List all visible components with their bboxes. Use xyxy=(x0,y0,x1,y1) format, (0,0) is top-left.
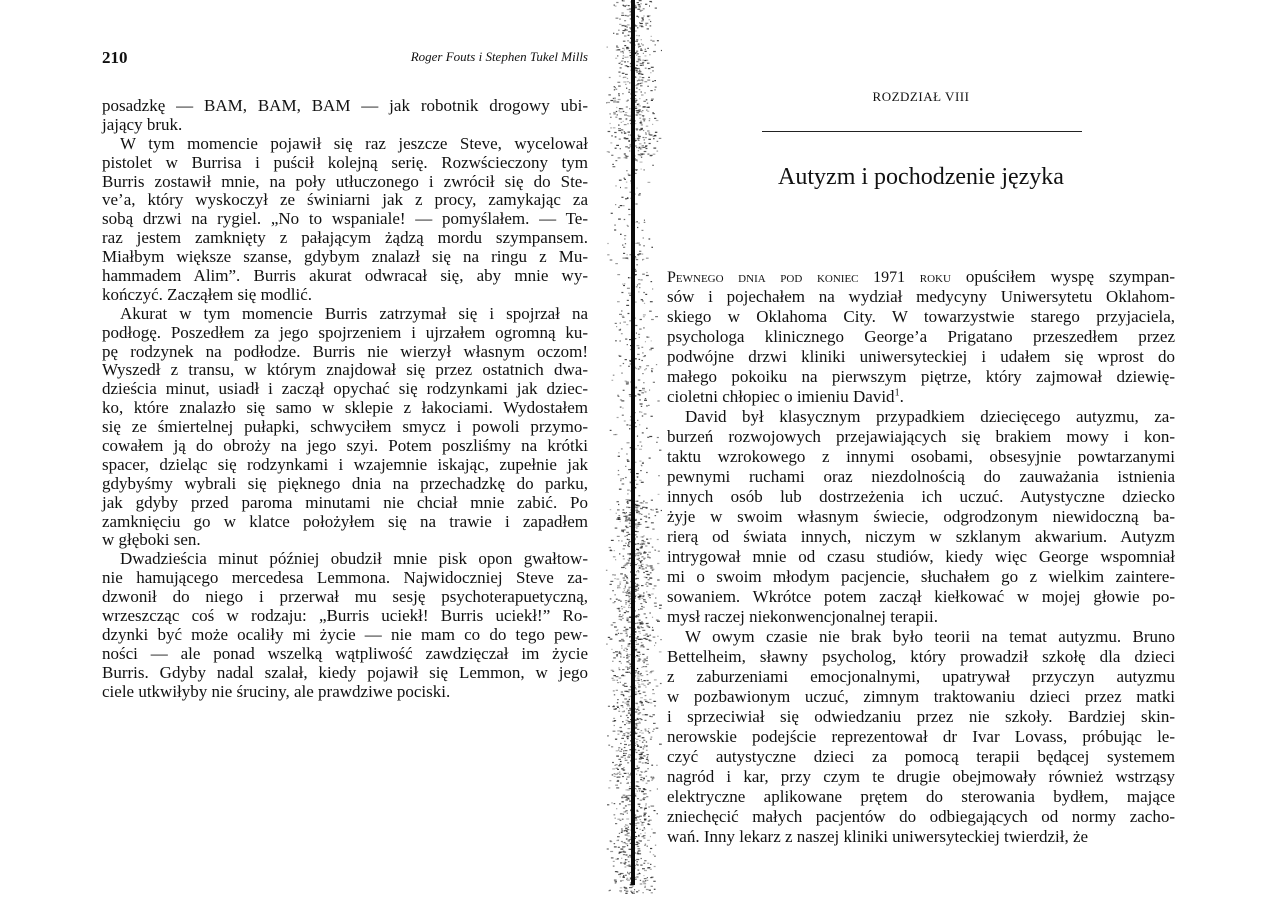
text-line xyxy=(102,97,588,116)
left-page xyxy=(102,40,588,701)
text-line xyxy=(102,380,588,399)
text-line xyxy=(667,667,1175,687)
line-text: Miałbym większe szanse, gdybym znalazł się na ringu z Mu- xyxy=(102,247,588,267)
line-text: dzieścia minut, usiadł i zaczął opychać się rodzynkami jak dziec- xyxy=(102,379,588,399)
line-text: mysł raczej niekonwencjonalnej terapii. xyxy=(667,607,938,626)
line-text: David był klasycznym przypadkiem dziecięcego autyzmu, za- xyxy=(685,407,1175,426)
gutter-fold-line xyxy=(631,0,635,885)
line-text: podwójne drzwi kliniki uniwersyteckiej i udałem się wprost do xyxy=(667,347,1175,366)
line-text: intrygował mnie od czasu studiów, kiedy więc George wspomniał xyxy=(667,547,1175,566)
paragraph xyxy=(667,267,1175,407)
paragraph xyxy=(102,305,588,551)
line-text: nerowskie podejście reprezentował dr Ivar Lovass, próbując le- xyxy=(667,727,1175,746)
line-text: sowaniem. Wkrótce potem zaczął kiełkować w mojej głowie po- xyxy=(667,587,1175,606)
line-text: czyć autystyczne dzieci za pomocą terapii będącej systemem xyxy=(667,747,1175,766)
line-text: sów i pojechałem na wydział medycyny Uniwersytetu Oklahom- xyxy=(667,287,1175,306)
text-line xyxy=(102,437,588,456)
line-text: zamknięciu go w klatce położyłem się na trawie i zapadłem xyxy=(102,511,588,531)
running-head xyxy=(102,40,588,70)
line-text: się ze śmiertelnej pułapki, schwyciłem smycz i powoli przymo- xyxy=(102,417,588,437)
text-line xyxy=(667,627,1175,647)
text-line xyxy=(667,527,1175,547)
text-line xyxy=(667,447,1175,467)
line-text: zniechęcić małych pacjentów do odbiegających od normy zacho- xyxy=(667,807,1175,826)
line-text: spacer, dzieląc się rodzynkami i wzajemnie iskając, zupełnie jak xyxy=(102,454,588,474)
text-line xyxy=(667,767,1175,787)
line-text: dzynki być może ocaliły mi życie — nie mam co do tego pew- xyxy=(102,624,588,644)
text-line xyxy=(667,467,1175,487)
chapter-rule xyxy=(762,131,1082,132)
text-line xyxy=(102,191,588,210)
line-text: wań. Inny lekarz z naszej kliniki uniwersyteckiej twierdził, że xyxy=(667,827,1089,846)
text-line xyxy=(667,367,1175,387)
line-text: W tym momencie pojawił się raz jeszcze Steve, wycelował xyxy=(120,133,588,153)
text-line xyxy=(102,494,588,513)
line-text: Burris. Gdyby nadal szalał, kiedy pojawił się Lemmon, w jego xyxy=(102,662,588,682)
text-line xyxy=(102,664,588,683)
running-title: Roger Fouts i Stephen Tukel Mills xyxy=(410,49,588,64)
text-line xyxy=(102,135,588,154)
line-text: cioletni chłopiec o imieniu David xyxy=(667,387,895,406)
text-line xyxy=(102,513,588,532)
lead-in-smallcaps: Pewnego dnia pod koniec 1971 roku xyxy=(667,269,951,286)
line-text: sobą drzwi na rygiel. „No to wspaniale! — pomyślałem. — Te- xyxy=(102,209,588,229)
line-text: mi o swoim młodym pacjencie, słuchałem go z wielkim zaintere- xyxy=(667,567,1175,586)
line-text: ve’a, który wyskoczył ze świniarni jak z procy, zamykając za xyxy=(102,190,588,210)
line-text: ko, które znalazło się samo w sklepie z łakociami. Wydostałem xyxy=(102,398,588,418)
text-line xyxy=(667,307,1175,327)
line-text: Bettelheim, sławny psycholog, który prowadził szkołę dla dzieci xyxy=(667,647,1175,666)
line-text: żyje w swoim własnym świecie, odgrodzonym niewidoczną ba- xyxy=(667,507,1175,526)
line-text: pę rodzynek na podłodze. Burris nie wierzył własnym oczom! xyxy=(102,341,588,361)
text-line xyxy=(667,807,1175,827)
line-text: opuściłem wyspę szympan- xyxy=(950,267,1175,286)
paragraph xyxy=(102,97,588,135)
text-line xyxy=(667,567,1175,587)
gutter-shadow xyxy=(600,0,662,894)
text-line xyxy=(102,210,588,229)
text-line xyxy=(102,173,588,192)
text-line xyxy=(667,727,1175,747)
paragraph xyxy=(102,550,588,701)
line-text: pistolet w Burrisa i puścił kolejną serię. Rozwścieczony tym xyxy=(102,152,588,172)
text-line xyxy=(667,707,1175,727)
line-text: ności — ale ponad wszelką wątpliwość zawdzięczał im życie xyxy=(102,643,588,663)
paragraph xyxy=(667,627,1175,847)
text-line xyxy=(102,626,588,645)
text-line xyxy=(667,607,1175,627)
text-line xyxy=(102,550,588,569)
text-line xyxy=(102,267,588,286)
text-line xyxy=(667,587,1175,607)
line-text: dzwonił do niego i przerwał mu sesję psychoterapuetyczną, xyxy=(102,587,588,607)
text-line xyxy=(102,116,588,135)
text-line xyxy=(102,588,588,607)
line-text: Akurat w tym momencie Burris zatrzymał się i spojrzał na xyxy=(120,303,588,323)
text-line xyxy=(102,418,588,437)
text-line xyxy=(667,687,1175,707)
text-line xyxy=(102,305,588,324)
text-line xyxy=(667,547,1175,567)
text-line xyxy=(667,507,1175,527)
line-text: w pozbawionym uczuć, zimnym traktowaniu dzieci przez matki xyxy=(667,687,1175,706)
text-line xyxy=(667,647,1175,667)
text-line xyxy=(102,361,588,380)
chapter-title: Autyzm i pochodzenie języka xyxy=(778,164,1064,190)
line-text: rierą od świata innych, niczym w szklanym akwarium. Autyzm xyxy=(667,527,1175,546)
text-line xyxy=(667,787,1175,807)
line-text: nagród i kar, przy czym te drugie obejmowały również wstrząsy xyxy=(667,767,1175,786)
line-text: gdybyśmy wybrali się pięknego dnia na przechadzkę do parku, xyxy=(102,473,588,493)
line-text: jający bruk. xyxy=(102,114,183,134)
paragraph xyxy=(102,135,588,305)
line-text: elektryczne aplikowane prętem do sterowania bydłem, mające xyxy=(667,787,1175,806)
right-page-body xyxy=(667,267,1175,847)
text-line xyxy=(667,347,1175,367)
line-text: małego pokoiku na pierwszym piętrze, który zajmował dziewię- xyxy=(667,367,1175,386)
text-line: cioletni chłopiec o imieniu David$^1$. xyxy=(667,387,904,406)
line-text: kończyć. Zacząłem się modlić. xyxy=(102,284,313,304)
text-line xyxy=(667,407,1175,427)
chapter-label: ROZDZIAŁ VIII xyxy=(872,89,970,104)
text-line xyxy=(667,287,1175,307)
line-text: pewnymi ruchami oraz niezdolnością do zauważania istnienia xyxy=(667,467,1175,486)
book-gutter xyxy=(600,0,662,894)
line-text: podłogę. Poszedłem za jego spojrzeniem i ujrzałem ogromną ku- xyxy=(102,322,588,342)
line-text: w głęboki sen. xyxy=(102,530,201,550)
line-text: burzeń rozwojowych przejawiających się brakiem mowy i kon- xyxy=(667,427,1175,446)
line-text: Wyszedł z transu, w którym znajdował się przez ostatnich dwa- xyxy=(102,360,588,380)
line-text: wrzeszcząc coś w rodzaju: „Burris uciekł! Burris uciekł!” Ro- xyxy=(102,606,588,626)
text-line xyxy=(102,154,588,173)
text-line xyxy=(667,747,1175,767)
line-text: hammadem Alim”. Burris akurat odwracał się, aby mnie wy- xyxy=(102,266,588,286)
text-line xyxy=(102,607,588,626)
text-line xyxy=(667,827,1175,847)
line-text: z zaburzeniami emocjonalnymi, upatrywał przyczyn autyzmu xyxy=(667,667,1175,686)
text-line xyxy=(102,229,588,248)
text-line xyxy=(102,683,588,702)
line-text: posadzkę — BAM, BAM, BAM — jak robotnik drogowy ubi- xyxy=(102,96,588,115)
line-text: i sprzeciwiał się odwiedzaniu przez nie szkoły. Bardziej skin- xyxy=(667,707,1175,726)
footnote-marker[interactable]: 1 xyxy=(894,387,900,399)
text-line xyxy=(102,475,588,494)
text-line xyxy=(102,569,588,588)
text-line xyxy=(102,324,588,343)
text-line xyxy=(102,343,588,362)
text-line xyxy=(102,645,588,664)
text-line xyxy=(667,327,1175,347)
line-text: Burris zostawił mnie, na poły utłuczonego i zwrócił się do Ste- xyxy=(102,171,588,191)
line-text: raz jestem zamknięty z pałającym żądzą mordu szympansem. xyxy=(102,228,588,248)
line-text: cowałem ją do obroży na jego szyi. Potem poszliśmy na krótki xyxy=(102,436,588,456)
text-line xyxy=(102,456,588,475)
paragraph xyxy=(667,407,1175,627)
text-line xyxy=(667,427,1175,447)
text-line xyxy=(102,399,588,418)
text-line xyxy=(102,286,588,305)
line-text: nie hamującego mercedesa Lemmona. Najwidoczniej Steve za- xyxy=(102,568,588,588)
line-text: taktu wzrokowego z innymi osobami, obsesyjnie powtarzanymi xyxy=(667,447,1175,466)
text-line xyxy=(102,248,588,267)
text-line xyxy=(102,531,588,550)
line-text: innych osób lub dostrzeżenia ich uczuć. Autystyczne dziecko xyxy=(667,487,1175,506)
line-text: skiego w Oklahoma City. W towarzystwie starego przyjaciela, xyxy=(667,307,1175,326)
line-text: Dwadzieścia minut później obudził mnie pisk opon gwałtow- xyxy=(120,549,588,569)
page-number: 210 xyxy=(102,48,128,67)
line-text: W owym czasie nie brak było teorii na temat autyzmu. Bruno xyxy=(685,627,1175,646)
text-line xyxy=(667,267,1175,287)
line-text: jak gdyby przed paroma minutami nie chciał mnie zabić. Po xyxy=(102,492,588,512)
left-page-body xyxy=(102,97,588,702)
line-text: psychologa klinicznego George’a Prigatano przeszedłem przez xyxy=(667,327,1175,346)
line-text: ciele utkwiłyby nie śruciny, ale prawdziwe pociski. xyxy=(102,681,451,701)
text-line xyxy=(667,487,1175,507)
